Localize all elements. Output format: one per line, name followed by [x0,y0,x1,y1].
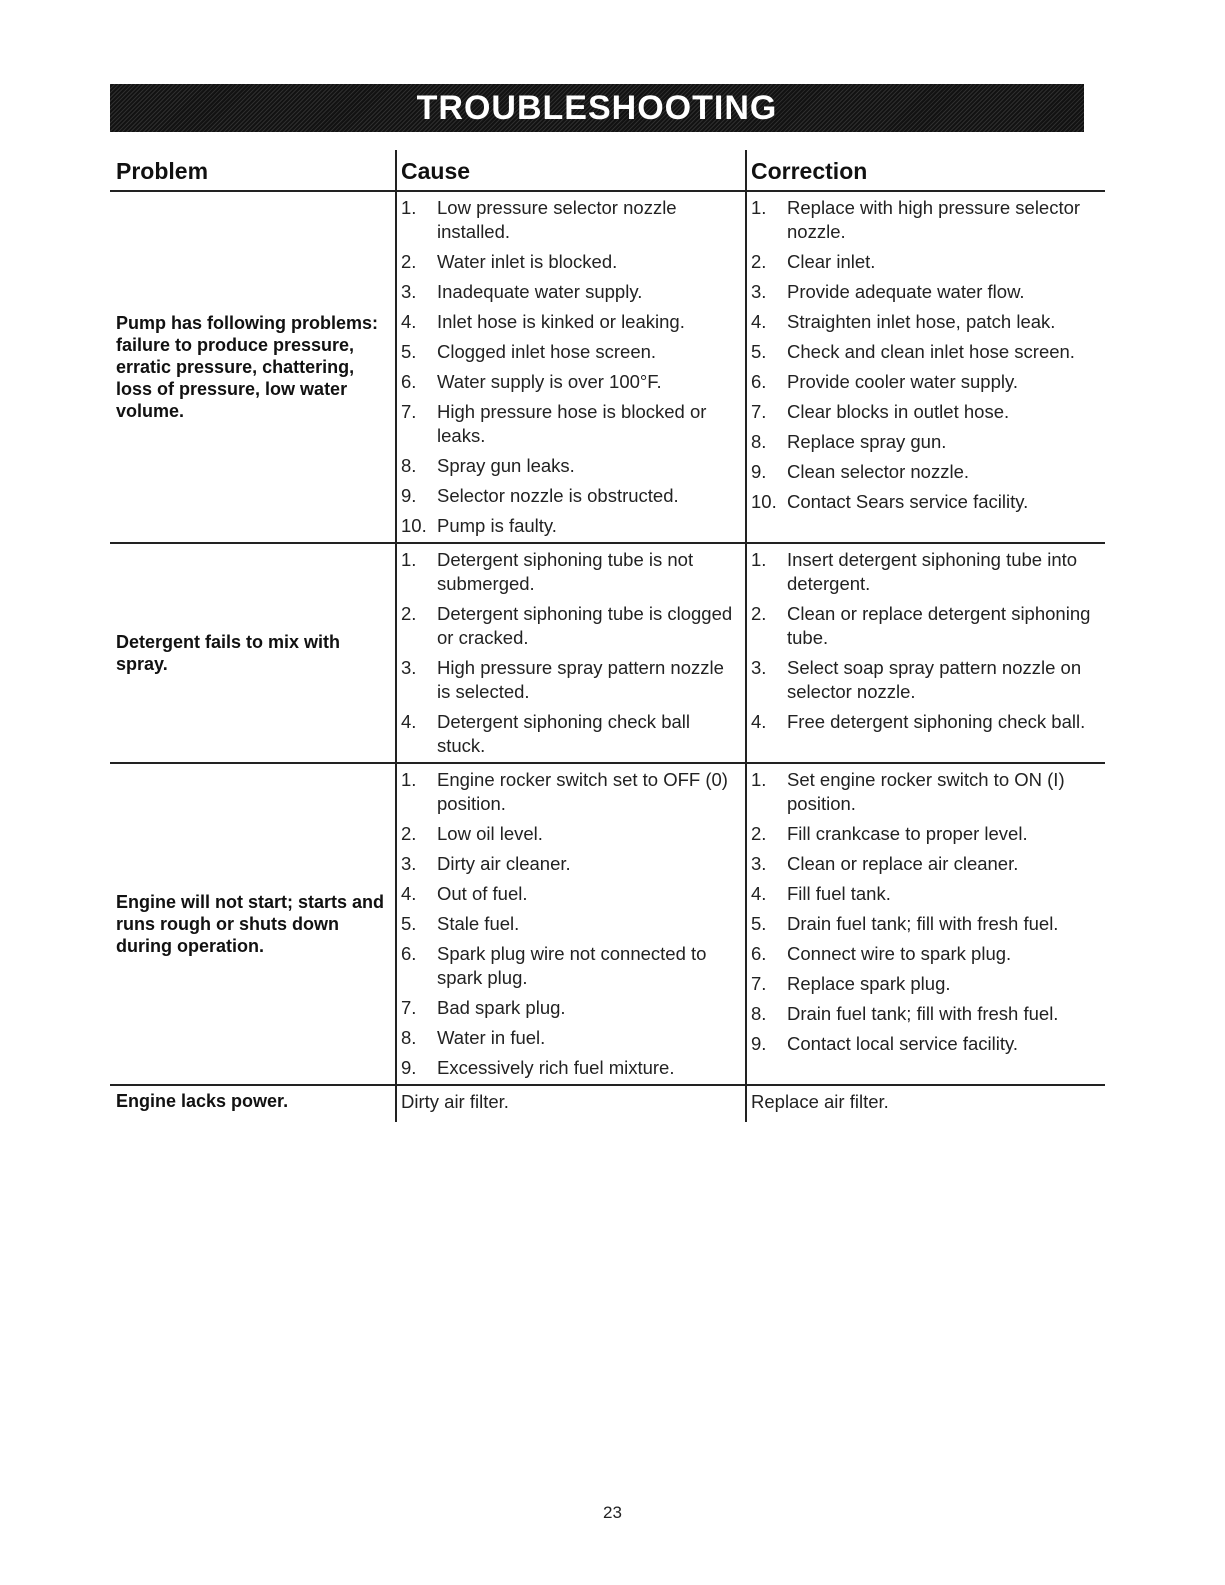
item-text: Provide adequate water flow. [787,281,1025,302]
item-number: 8. [751,1003,767,1024]
item-text: Detergent siphoning tube is not submerged. [437,549,694,594]
item-number: 2. [751,603,767,624]
item-text: Replace with high pressure selector nozzle. [787,197,1081,242]
table-header [110,150,1105,192]
problem-text: Detergent fails to mix with spray. [116,632,341,674]
item-text: Clogged inlet hose screen. [437,341,657,362]
item-number: 6. [401,943,417,964]
item-number: 3. [401,281,417,302]
item-text: Inadequate water supply. [437,281,643,302]
item-number: 5. [751,913,767,934]
item-text: Contact Sears service facility. [787,491,1029,512]
cause-item [401,370,735,394]
item-text: Clear blocks in outlet hose. [787,401,1010,422]
item-text: Water in fuel. [437,1027,546,1048]
cause-cell [395,1086,745,1122]
correction-item [751,400,1101,424]
item-number: 10. [401,515,427,536]
item-text: Clear inlet. [787,251,876,272]
cause-cell [395,544,745,762]
cause-item [401,882,735,906]
table-row [110,764,1105,1086]
item-text: Connect wire to spark plug. [787,943,1012,964]
correction-item [751,852,1101,876]
correction-item [751,460,1101,484]
item-text: Fill crankcase to proper level. [787,823,1028,844]
correction-item [751,602,1101,650]
item-number: 7. [751,401,767,422]
item-text: Insert detergent siphoning tube into detergent. [787,549,1078,594]
item-number: 4. [751,711,767,732]
page-title: TROUBLESHOOTING [416,88,778,127]
item-number: 2. [401,603,417,624]
correction-cell [745,764,1105,1084]
correction-item [751,280,1101,304]
troubleshooting-table [110,150,1105,1122]
correction-cell [745,192,1105,542]
cause-item [401,484,735,508]
item-text: Replace spark plug. [787,973,951,994]
cause-text: Dirty air filter. [401,1091,509,1112]
item-number: 8. [401,1027,417,1048]
item-text: Spark plug wire not connected to spark plug. [437,943,707,988]
problem-text: Engine will not start; starts and runs rough or shuts down during operation. [116,892,385,956]
item-number: 3. [401,853,417,874]
cause-item [401,400,735,448]
table-row [110,544,1105,764]
item-number: 9. [401,485,417,506]
item-number: 6. [751,943,767,964]
item-text: Dirty air cleaner. [437,853,571,874]
correction-list [751,764,1101,1060]
cause-item [401,996,735,1020]
item-number: 2. [401,251,417,272]
correction-cell [745,544,1105,762]
item-number: 7. [401,997,417,1018]
item-text: Clean or replace air cleaner. [787,853,1019,874]
correction-item [751,490,1101,514]
table-body [110,192,1105,1086]
table-row [110,192,1105,544]
cause-item [401,602,735,650]
correction-list [751,544,1101,738]
correction-item [751,1032,1101,1056]
item-text: Free detergent siphoning check ball. [787,711,1086,732]
cause-item [401,710,735,758]
problem-cell [110,192,395,542]
cause-item [401,280,735,304]
item-number: 1. [751,769,767,790]
item-text: Pump is faulty. [437,515,557,536]
item-text: Replace spray gun. [787,431,947,452]
item-number: 3. [751,281,767,302]
problem-text: Pump has following problems: failure to produce pressure, erratic pressure, chattering, loss of pressure, low water volume. [116,313,379,421]
cause-item [401,250,735,274]
correction-item [751,656,1101,704]
item-text: Low pressure selector nozzle installed. [437,197,677,242]
item-number: 7. [401,401,417,422]
cause-list [401,764,735,1084]
header-cause: Cause [395,150,745,190]
correction-item [751,340,1101,364]
correction-item [751,430,1101,454]
cause-item [401,656,735,704]
correction-cell [745,1086,1105,1122]
title-banner [110,84,1084,132]
item-number: 1. [401,549,417,570]
cause-item [401,514,735,538]
cause-item [401,196,735,244]
cause-cell [395,192,745,542]
item-number: 9. [751,1033,767,1054]
item-text: Drain fuel tank; fill with fresh fuel. [787,1003,1059,1024]
correction-item [751,196,1101,244]
item-number: 4. [401,883,417,904]
item-number: 5. [751,341,767,362]
item-text: Drain fuel tank; fill with fresh fuel. [787,913,1059,934]
item-number: 4. [751,883,767,904]
item-text: Water supply is over 100°F. [437,371,662,392]
item-number: 9. [751,461,767,482]
item-number: 2. [401,823,417,844]
header-problem: Problem [116,158,209,184]
problem-cell [110,544,395,762]
item-number: 4. [401,711,417,732]
cause-item [401,852,735,876]
cause-item [401,912,735,936]
item-text: High pressure hose is blocked or leaks. [437,401,707,446]
item-text: Excessively rich fuel mixture. [437,1057,675,1078]
page-number: 23 [603,1503,622,1522]
item-text: Contact local service facility. [787,1033,1018,1054]
item-number: 5. [401,913,417,934]
correction-list [751,192,1101,518]
cause-item [401,310,735,334]
item-number: 1. [751,549,767,570]
cause-item [401,1026,735,1050]
item-text: High pressure spray pattern nozzle is selected. [437,657,724,702]
item-number: 9. [401,1057,417,1078]
item-number: 10. [751,491,777,512]
item-text: Provide cooler water supply. [787,371,1019,392]
item-number: 2. [751,823,767,844]
correction-item [751,942,1101,966]
item-text: Spray gun leaks. [437,455,575,476]
correction-item [751,972,1101,996]
item-number: 6. [401,371,417,392]
item-number: 4. [401,311,417,332]
item-number: 3. [751,853,767,874]
item-number: 5. [401,341,417,362]
correction-text: Replace air filter. [751,1091,889,1112]
correction-item [751,912,1101,936]
problem-text: Engine lacks power. [116,1091,289,1111]
item-text: Straighten inlet hose, patch leak. [787,311,1056,332]
item-text: Stale fuel. [437,913,520,934]
cause-item [401,768,735,816]
item-text: Check and clean inlet hose screen. [787,341,1075,362]
item-text: Low oil level. [437,823,543,844]
item-text: Fill fuel tank. [787,883,891,904]
item-number: 2. [751,251,767,272]
item-text: Bad spark plug. [437,997,566,1018]
cause-item [401,548,735,596]
table-row [110,1086,1105,1122]
item-number: 3. [401,657,417,678]
correction-item [751,1002,1101,1026]
cause-item [401,1056,735,1080]
correction-item [751,710,1101,734]
item-number: 1. [401,769,417,790]
item-text: Out of fuel. [437,883,528,904]
cause-item [401,942,735,990]
item-text: Selector nozzle is obstructed. [437,485,679,506]
correction-item [751,370,1101,394]
problem-cell [110,764,395,1084]
cause-item [401,454,735,478]
correction-item [751,250,1101,274]
item-text: Water inlet is blocked. [437,251,618,272]
cause-list [401,192,735,542]
cause-item [401,822,735,846]
correction-item [751,768,1101,816]
item-number: 6. [751,371,767,392]
item-text: Detergent siphoning check ball stuck. [437,711,690,756]
cause-item [401,340,735,364]
item-text: Inlet hose is kinked or leaking. [437,311,685,332]
item-text: Clean or replace detergent siphoning tube. [787,603,1091,648]
item-text: Detergent siphoning tube is clogged or cracked. [437,603,733,648]
header-correction: Correction [745,150,1105,190]
correction-item [751,822,1101,846]
item-number: 4. [751,311,767,332]
item-number: 8. [401,455,417,476]
item-number: 1. [751,197,767,218]
cause-cell [395,764,745,1084]
item-text: Engine rocker switch set to OFF (0) position. [437,769,728,814]
cause-list [401,544,735,762]
item-text: Clean selector nozzle. [787,461,970,482]
item-number: 3. [751,657,767,678]
item-number: 1. [401,197,417,218]
item-number: 8. [751,431,767,452]
item-text: Set engine rocker switch to ON (I) position. [787,769,1065,814]
item-text: Select soap spray pattern nozzle on selector nozzle. [787,657,1082,702]
item-number: 7. [751,973,767,994]
correction-item [751,882,1101,906]
correction-item [751,548,1101,596]
correction-item [751,310,1101,334]
problem-cell [110,1086,395,1122]
